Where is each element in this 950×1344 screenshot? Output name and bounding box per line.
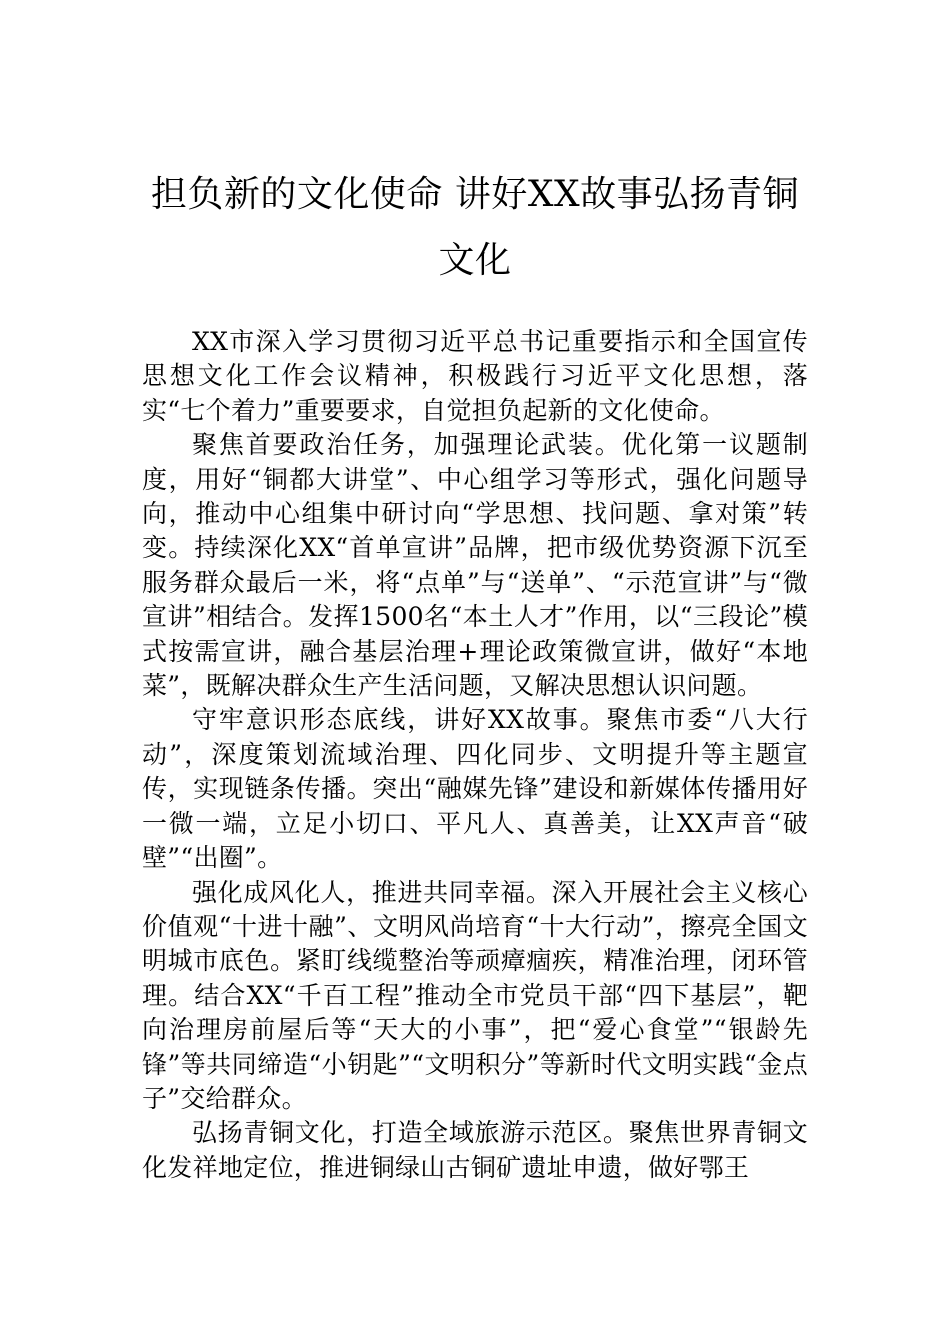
document-body <box>142 325 808 1185</box>
paragraph-civilization: 强化成风化人，推进共同幸福。深入开展社会主义核心价值观“十进十融”、文明风尚培育“十大行动”，擦亮全国文明城市底色。紧盯线缆整治等顽瘴痼疾，精准治理，闭环管理。结合XX“千百工程”推动全市党员干部“四下基层”，靶向治理房前屋后等“天大的小事”，把“爱心食堂”“银龄先锋”等共同缔造“小钥匙”“文明积分”等新时代文明实践“金点子”交给群众。 <box>142 877 808 1113</box>
paragraph-intro: XX市深入学习贯彻习近平总书记重要指示和全国宣传思想文化工作会议精神，积极践行习近平文化思想，落实“七个着力”重要要求，自觉担负起新的文化使命。 <box>142 327 808 425</box>
paragraph-theory-study: 聚焦首要政治任务，加强理论武装。优化第一议题制度，用好“铜都大讲堂”、中心组学习等形式，强化问题导向，推动中心组集中研讨向“学思想、找问题、拿对策”转变。持续深化XX“首单宣讲”品牌，把市级优势资源下沉至服务群众最后一米，将“点单”与“送单”、“示范宣讲”与“微宣讲”相结合。发挥1500名“本土人才”作用，以“三段论”模式按需宣讲，融合基层治理+理论政策微宣讲，做好“本地菜”，既解决群众生产生活问题，又解决思想认识问题。 <box>142 430 808 701</box>
paragraph-bronze-culture: 弘扬青铜文化，打造全域旅游示范区。聚焦世界青铜文化发祥地定位，推进铜绿山古铜矿遗址申遗，做好鄂王 <box>142 1118 808 1182</box>
paragraph-ideology: 守牢意识形态底线，讲好XX故事。聚焦市委“八大行动”，深度策划流域治理、四化同步、文明提升等主题宣传，实现链条传播。突出“融媒先锋”建设和新媒体传播用好一微一端，立足小切口、平凡人、真善美，让XX声音“破壁”“出圈”。 <box>142 705 808 873</box>
document-title: 担负新的文化使命 讲好XX故事弘扬青铜文化 <box>150 174 800 281</box>
